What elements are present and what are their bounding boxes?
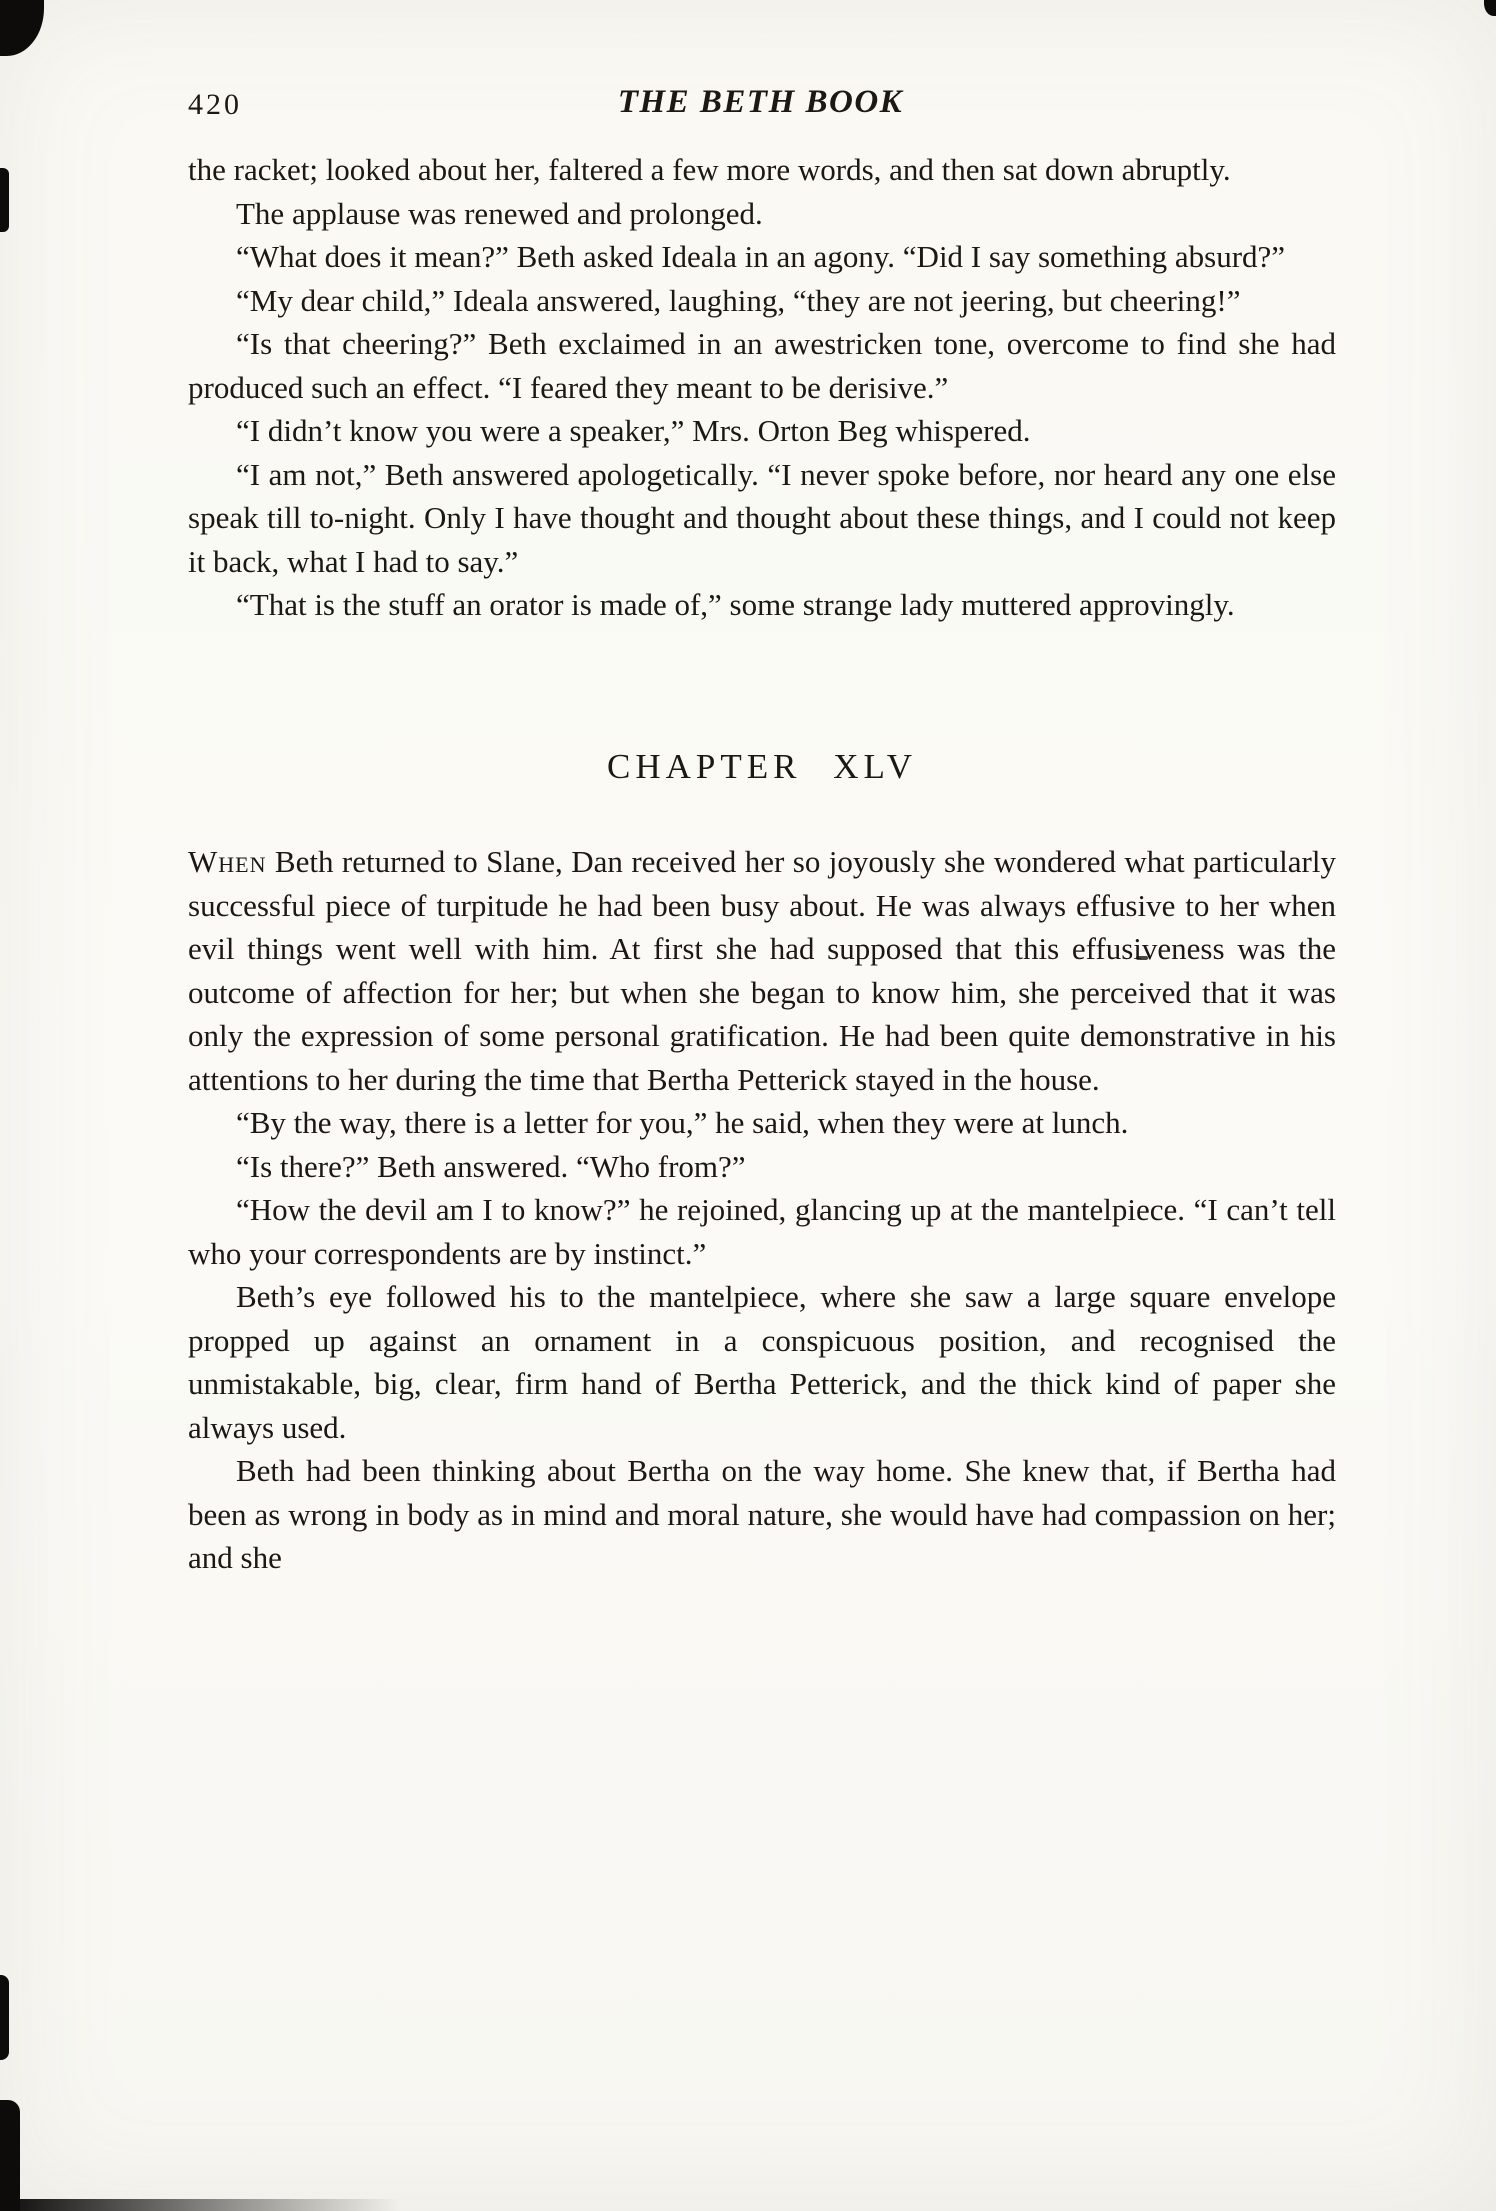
paragraph: “By the way, there is a letter for you,” he said, when they were at lunch.: [236, 1105, 1129, 1140]
scan-artifact: [0, 168, 9, 232]
scan-artifact: [0, 2100, 20, 2211]
running-head: [188, 84, 1333, 121]
paragraph: “How the devil am I to know?” he rejoined, glancing up at the mantelpiece. “I can’t tell who your correspondents are by instinct.”: [188, 1192, 1336, 1271]
paragraph: the racket; looked about her, faltered a few more words, and then sat down abruptly.: [188, 152, 1231, 187]
running-title: THE BETH BOOK: [617, 84, 904, 120]
paragraph: Beth’s eye followed his to the mantelpiece, where she saw a large square envelope propped up against an ornament in a conspicuous position, and recognised the unmistakable, big, clear, firm hand of Bertha Petterick, and the thick kind of paper she always used.: [188, 1279, 1336, 1445]
chapter-lead-word: When: [188, 844, 267, 879]
scan-artifact: [0, 0, 44, 56]
page-body: [188, 148, 1336, 1580]
paragraph-text: Beth returned to Slane, Dan received her so joyously she wondered what particularly successful piece of turpitude he had been busy about. He was always effusive to her when evil things went well with him. At first she had supposed that this effusiveness was the outcome of affection for her; but when she began to know him, she perceived that it was only the expression of some personal gratification. He had been quite demonstrative in his attentions to her during the time that Bertha Petterick stayed in the house.: [188, 844, 1336, 1097]
paragraph: The applause was renewed and prolonged.: [236, 195, 763, 231]
paragraph: “I didn’t know you were a speaker,” Mrs. Orton Beg whispered.: [236, 413, 1031, 448]
paragraph: “Is there?” Beth answered. “Who from?”: [236, 1148, 746, 1184]
scan-artifact: [0, 2199, 400, 2211]
scan-artifact: [0, 1975, 9, 2060]
paragraph: “Is that cheering?” Beth exclaimed in an awestricken tone, overcome to find she had produced such an effect. “I feared they meant to be derisive.”: [188, 326, 1336, 405]
paragraph: “That is the stuff an orator is made of,” some strange lady muttered approvingly.: [236, 587, 1235, 622]
paragraph: “What does it mean?” Beth asked Ideala in an agony. “Did I say something absurd?”: [236, 239, 1286, 274]
scan-artifact: [1484, 0, 1496, 16]
paragraph: Beth had been thinking about Bertha on the way home. She knew that, if Bertha had been as wrong in body as in mind and moral nature, she would have had compassion on her; and she: [188, 1453, 1336, 1575]
page-number: 420: [188, 88, 242, 121]
paragraph: “I am not,” Beth answered apologetically. “I never spoke before, nor heard any one else speak till to-night. Only I have thought and thought about these things, and I could not keep it back, what I had to say.”: [188, 456, 1336, 579]
chapter-heading: CHAPTER XLV: [607, 746, 917, 786]
paragraph: [188, 840, 1336, 1101]
paragraph: “My dear child,” Ideala answered, laughing, “they are not jeering, but cheering!”: [236, 282, 1241, 318]
